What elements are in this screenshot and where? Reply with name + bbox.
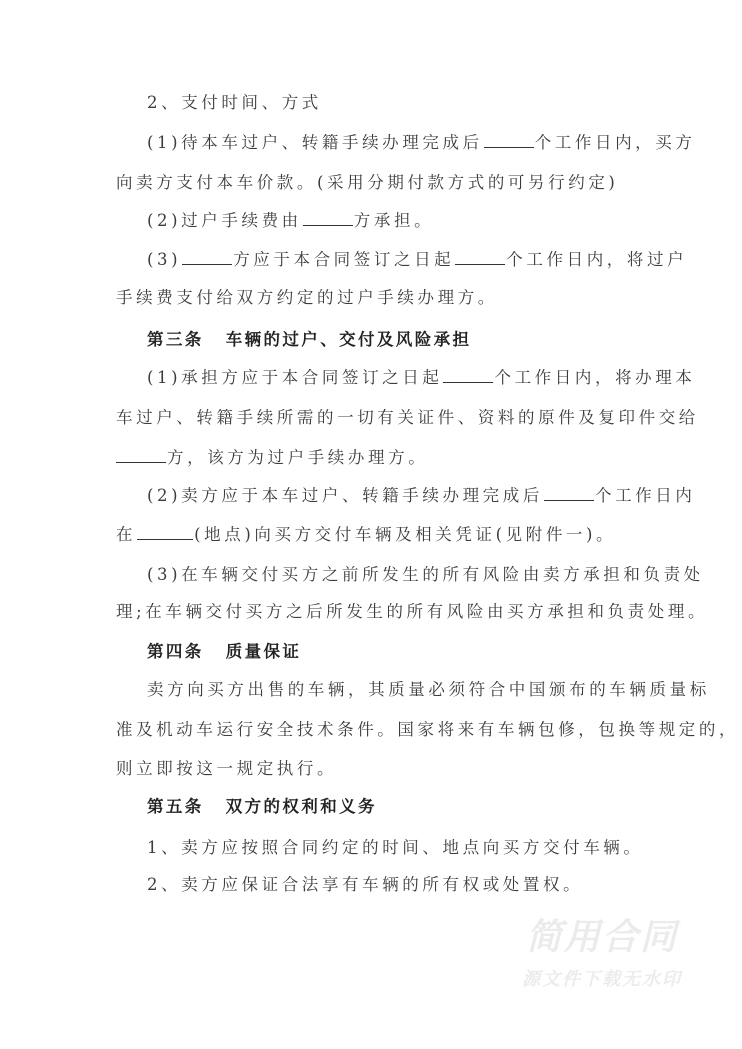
text-span: (1)待本车过户、转籍手续办理完成后 — [147, 133, 483, 152]
fill-in-blank-location[interactable] — [137, 525, 193, 540]
paragraph-line — [147, 91, 667, 115]
paragraph-line — [116, 523, 636, 547]
article-title: 双方的权利和义务 — [225, 797, 377, 816]
watermark-title: 简用合同 — [525, 917, 678, 958]
text-span: (2)过户手续费由 — [147, 211, 302, 230]
text-span: 方应于本合同签订之日起 — [233, 250, 455, 269]
article-heading-5 — [147, 795, 667, 819]
paragraph-line — [147, 563, 704, 587]
article-number: 第三条 — [147, 330, 204, 349]
paragraph-line — [147, 131, 696, 155]
article-number: 第四条 — [147, 642, 204, 661]
text-span: (2)卖方应于本车过户、转籍手续办理完成后 — [147, 486, 543, 505]
paragraph-line — [147, 873, 667, 897]
text-span: 则立即按这一规定执行。 — [116, 759, 338, 778]
paragraph-line — [116, 757, 636, 781]
article-title: 质量保证 — [225, 642, 302, 661]
text-span: 方承担。 — [353, 211, 435, 230]
paragraph-line — [147, 209, 667, 233]
paragraph-line — [116, 286, 636, 310]
fill-in-blank[interactable] — [182, 250, 232, 265]
text-span: (1)承担方应于本合同签订之日起 — [147, 368, 443, 387]
text-span: 个工作日内 — [594, 486, 696, 505]
watermark-subtitle: 源文件下载无水印 — [522, 969, 682, 990]
fill-in-blank[interactable] — [484, 133, 534, 148]
text-span: 个工作日内，将过户 — [506, 250, 688, 269]
text-span: 2、卖方应保证合法享有车辆的所有权或处置权。 — [147, 875, 584, 894]
text-span: 手续费支付给双方约定的过户手续办理方。 — [116, 288, 498, 307]
watermark — [512, 918, 692, 992]
fill-in-blank[interactable] — [455, 250, 505, 265]
paragraph-line — [147, 484, 696, 508]
article-heading-3 — [147, 328, 667, 352]
text-span: 理;在车辆交付买方之后所发生的所有风险由买方承担和负责处理。 — [116, 602, 709, 621]
paragraph-line — [116, 718, 740, 742]
fill-in-blank[interactable] — [443, 368, 493, 383]
text-span: 向卖方支付本车价款。(采用分期付款方式的可另行约定) — [116, 173, 619, 192]
text-span: 在 — [116, 525, 137, 544]
text-span: 方，该方为过户手续办理方。 — [167, 448, 429, 467]
section-subtitle: 2、支付时间、方式 — [147, 93, 322, 112]
paragraph-line — [147, 366, 696, 390]
text-span: (地点)向买方交付车辆及相关凭证(见附件一)。 — [194, 525, 617, 544]
paragraph-line — [147, 248, 688, 272]
article-heading-4 — [147, 640, 667, 664]
text-span: 车过户、转籍手续所需的一切有关证件、资料的原件及复印件交给 — [116, 408, 699, 427]
paragraph-line — [116, 406, 699, 430]
article-number: 第五条 — [147, 797, 204, 816]
text-span: 个工作日内，将办理本 — [494, 368, 696, 387]
paragraph-line — [116, 600, 709, 624]
paragraph-line — [147, 836, 667, 860]
paragraph-line — [147, 678, 710, 702]
article-title: 车辆的过户、交付及风险承担 — [225, 330, 472, 349]
text-span: 1、卖方应按照合同约定的时间、地点向买方交付车辆。 — [147, 838, 644, 857]
text-span: (3) — [147, 250, 182, 269]
text-span: (3)在车辆交付买方之前所发生的所有风险由卖方承担和负责处 — [147, 565, 704, 584]
paragraph-line — [116, 171, 636, 195]
fill-in-blank[interactable] — [303, 211, 353, 226]
text-span: 卖方向买方出售的车辆，其质量必须符合中国颁布的车辆质量标 — [147, 680, 710, 699]
fill-in-blank[interactable] — [116, 448, 166, 463]
paragraph-line — [116, 446, 636, 470]
text-span: 准及机动车运行安全技术条件。国家将来有车辆包修，包换等规定的， — [116, 720, 740, 739]
text-span: 个工作日内，买方 — [534, 133, 696, 152]
fill-in-blank[interactable] — [544, 486, 594, 501]
